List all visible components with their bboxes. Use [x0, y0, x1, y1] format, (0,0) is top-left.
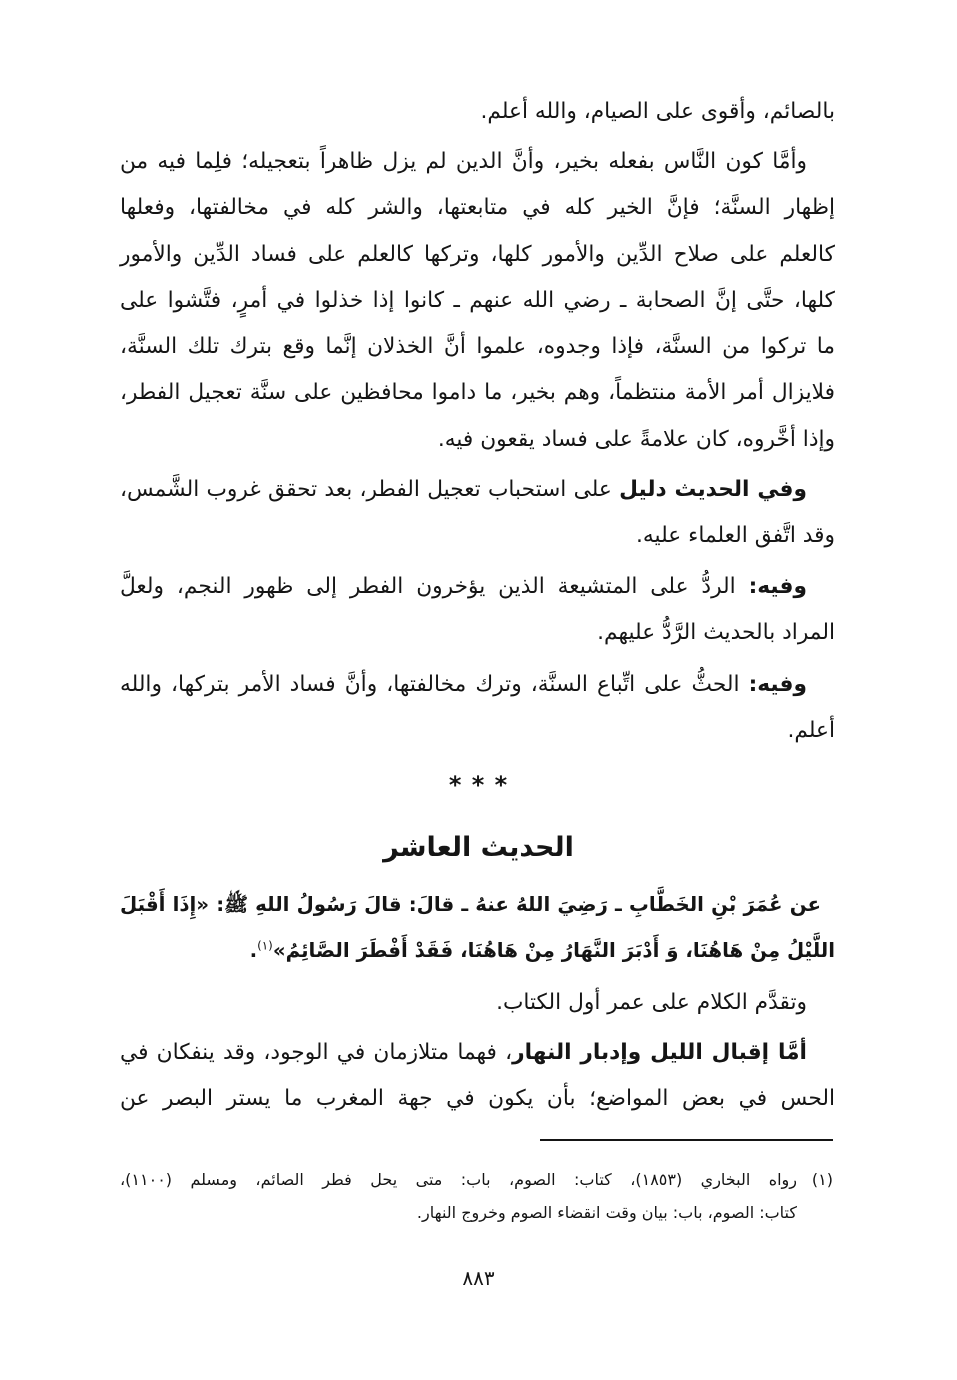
paragraph — [120, 139, 835, 463]
line-text: فلايزال أمر الأمة منتظماً، وهم بخير، ما داموا محافظين على سنَّة تعجيل الفطر، — [120, 380, 835, 406]
line-text: اللَّيْلُ مِنْ هَاهُنَا، وَ أَدْبَرَ النَّهَارُ مِنْ هَاهُنَا، فَقَدْ أَفْطَرَ الصَّائِمُ» — [272, 939, 835, 962]
line-text: كالعلم على صلاح الدِّين والأمور كلها، وتركها كالعلم على فساد الدِّين والأمور — [120, 241, 835, 267]
text-line — [120, 139, 835, 185]
footnote-divider — [540, 1139, 833, 1141]
paragraph — [120, 564, 835, 657]
line-text: وقد اتَّفق العلماء عليه. — [636, 523, 835, 549]
text-line — [120, 89, 835, 135]
page-number: ٨٨٣ — [462, 1266, 495, 1290]
text-line — [120, 324, 835, 370]
text-line — [120, 417, 835, 463]
text-line — [120, 278, 835, 324]
footnote-marker: (١) — [811, 1170, 833, 1189]
text-line — [120, 467, 835, 513]
footnote-ref: (١) — [257, 938, 273, 953]
line-text: بالصائم، وأقوى على الصيام، والله أعلم. — [480, 99, 835, 124]
line-text: على استحباب تعجيل الفطر، بعد تحقق غروب الشَّمس، — [120, 477, 620, 502]
line-text: إظهار السنَّة؛ فإنَّ الخير كله في متابعتها، والشر كله في مخالفتها، وفعلها — [120, 195, 835, 221]
line-text: المراد بالحديث الرَّدُّ عليهم. — [597, 620, 835, 646]
line-text: كلها، حتَّى إنَّ الصحابة ـ رضي الله عنهم ـ كانوا إذا خذلوا في أمرٍ، فتَّشوا على — [120, 287, 835, 313]
footnote-line: كتاب: الصوم، باب: بيان وقت انقضاء الصوم وخروج النهار. — [416, 1203, 797, 1222]
text-line — [120, 564, 835, 610]
bold-lead: أمَّا إقبال الليل وإدبار النهار — [512, 1040, 807, 1065]
hadith-text — [120, 882, 835, 974]
text-line — [120, 928, 835, 974]
text-line — [120, 370, 835, 416]
footnote-text — [120, 1163, 797, 1229]
paragraph-continuation — [120, 89, 835, 135]
line-end-punctuation: . — [249, 939, 258, 962]
line-text: وتقدَّم الكلام على عمر أول الكتاب. — [496, 990, 807, 1015]
text-line — [120, 980, 835, 1026]
bold-lead: وفي الحديث دليل — [619, 477, 807, 502]
line-text: الحثُّ على اتِّباع السنَّة، وترك مخالفتها، وأنَّ فساد الأمر بتركها، والله — [120, 672, 749, 697]
line-text: ما تركوا من السنَّة، فإذا وجدوه، علموا أنَّ الخذلان إنَّما وقع بترك تلك السنَّة، — [120, 334, 835, 360]
paragraph — [120, 980, 835, 1026]
line-text: وإذا أخَّروه، كان علامةً على فساد يقعون فيه. — [437, 426, 835, 452]
paragraph — [120, 467, 835, 560]
line-text: الردُّ على المتشيعة الذين يؤخرون الفطر إلى ظهور النجم، ولعلَّ — [120, 574, 749, 599]
text-line — [120, 610, 835, 656]
bold-lead: وفيه: — [748, 574, 807, 599]
text-line — [120, 882, 835, 928]
bold-lead: وفيه: — [748, 672, 807, 697]
text-line — [120, 185, 835, 231]
footnote-line: رواه البخاري (١٨٥٣)، كتاب: الصوم، باب: متى يحل فطر الصائم، ومسلم (١١٠٠)، — [120, 1170, 797, 1189]
text-line — [120, 1030, 835, 1076]
line-text: ، فهما متلازمان في الوجود، وقد ينفكان في — [120, 1040, 513, 1065]
text-line — [120, 232, 835, 278]
line-text: عن عُمَرَ بْنِ الخَطَّابِ ـ رَضِيَ اللهُ عنهُ ـ قالَ: قالَ رَسُولُ اللهِ ﷺ: «إِذَا أَقْبَلَ — [120, 893, 821, 916]
text-line — [120, 662, 835, 708]
line-text: الحس في بعض المواضع؛ بأن يكون في جهة المغرب ما يستر البصر عن — [120, 1086, 835, 1112]
line-text: أعلم. — [787, 718, 835, 744]
text-line — [120, 708, 835, 754]
line-text: وأمَّا كون النَّاس بفعله بخير، وأنَّ الدين لم يزل ظاهراً بتعجيله؛ فلِما فيه من — [120, 149, 807, 174]
footnote — [120, 1163, 833, 1229]
paragraph — [120, 1030, 835, 1123]
text-line — [120, 513, 835, 559]
text-line — [120, 1076, 835, 1122]
section-heading: الحديث العاشر — [383, 832, 574, 863]
section-separator: * * * — [448, 771, 509, 799]
paragraph — [120, 662, 835, 755]
